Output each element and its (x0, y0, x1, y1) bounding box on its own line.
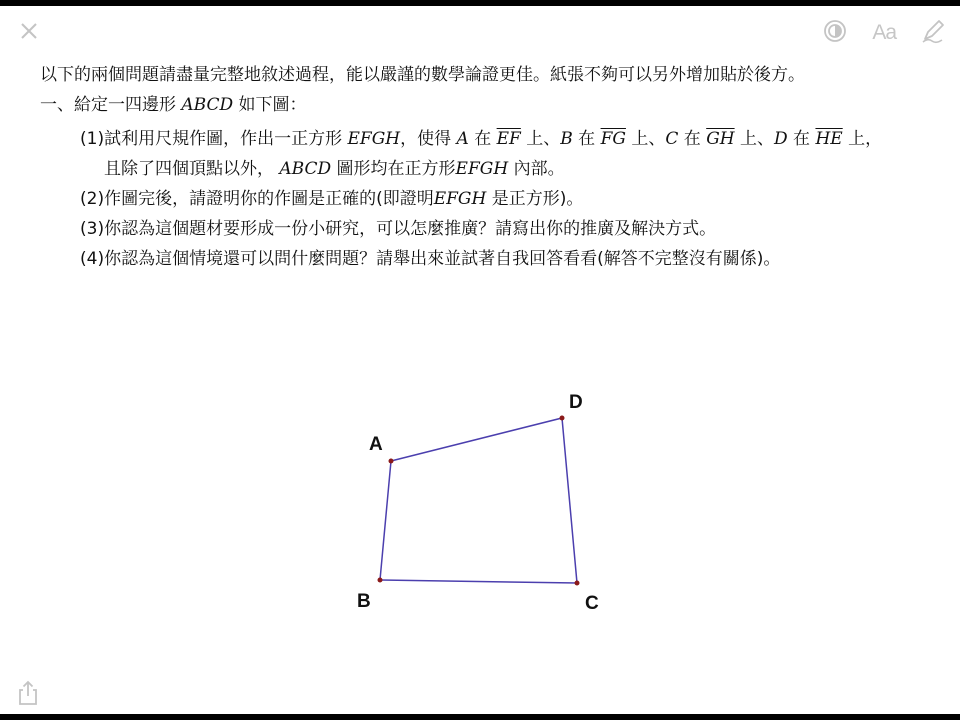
q1-text: 上、 (740, 129, 774, 149)
question-2 (40, 184, 940, 214)
q1-text: 上、 (631, 129, 666, 149)
shape-name: ABCD (181, 95, 234, 115)
section-heading (40, 90, 940, 120)
section-suffix: 如下圖： (238, 95, 307, 115)
question-1 (40, 124, 940, 154)
q1-d: D (774, 129, 788, 149)
segment-gh: $\overline{GH}$ (706, 129, 735, 149)
q1-text: 試利用尺規作圖，作出一正方形 (104, 129, 343, 149)
quadrilateral-figure (340, 382, 620, 622)
vertex-c (575, 581, 580, 586)
segment-ef: $\overline{EF}$ (496, 129, 521, 149)
q1-text: 在 (578, 129, 596, 149)
pen-icon (920, 18, 946, 44)
q1-text: 上， (848, 129, 883, 149)
intro-line: 以下的兩個問題請盡量完整地敘述過程，能以嚴謹的數學論證更佳。紙張不夠可以另外增加貼於後方。 (40, 65, 805, 85)
q1-c: C (665, 129, 679, 149)
q1-cont: 且除了四個頂點以外， (104, 159, 274, 179)
vertex-b (378, 578, 383, 583)
q1-text: 上、 (526, 129, 561, 149)
viewer-toolbar (822, 18, 946, 48)
q1-efgh2: EFGH (455, 159, 509, 179)
vertex-a (389, 459, 394, 464)
label-b: B (357, 591, 371, 612)
q1-num: (1) (80, 129, 105, 149)
label-d: D (569, 392, 583, 413)
q1-cont: 圖形均在正方形 (336, 159, 456, 179)
q1-abcd: ABCD (279, 159, 332, 179)
segment-he: $\overline{HE}$ (815, 129, 843, 149)
label-c: C (585, 593, 599, 614)
q1-efgh: EFGH (347, 129, 401, 149)
q1-text: 在 (474, 129, 492, 149)
label-a: A (369, 434, 383, 455)
q2-efgh: EFGH (433, 189, 487, 209)
brightness-button[interactable] (822, 18, 848, 48)
annotate-button[interactable] (920, 18, 946, 48)
quadrilateral-abcd (380, 418, 577, 583)
q1-b: B (560, 129, 573, 149)
brightness-icon (822, 18, 848, 44)
share-icon (16, 680, 40, 706)
vertex-d (560, 416, 565, 421)
image-viewer (0, 6, 960, 714)
q2-text: (2)作圖完後，請證明你的作圖是正確的(即證明 (80, 189, 434, 209)
close-icon (18, 20, 40, 42)
share-button[interactable] (16, 680, 40, 706)
q2-text: 是正方形)。 (491, 189, 584, 209)
q1-text: 在 (793, 129, 811, 149)
q1-text: 在 (683, 129, 701, 149)
question-3: (3)你認為這個題材要形成一份小研究，可以怎麼推廣？請寫出你的推廣及解決方式。 (80, 219, 717, 239)
q1-text: ，使得 (400, 129, 452, 149)
question-1-continued (40, 154, 940, 184)
q1-cont: 內部。 (513, 159, 565, 179)
worksheet-text (40, 60, 940, 274)
q1-a: A (456, 129, 469, 149)
section-prefix: 一、給定一四邊形 (40, 95, 176, 115)
segment-fg: $\overline{FG}$ (600, 129, 626, 149)
text-size-button[interactable]: Aa (872, 21, 896, 44)
close-button[interactable] (18, 20, 40, 42)
question-4: (4)你認為這個情境還可以問什麼問題？請舉出來並試著自我回答看看(解答不完整沒有關係)。 (80, 249, 781, 269)
